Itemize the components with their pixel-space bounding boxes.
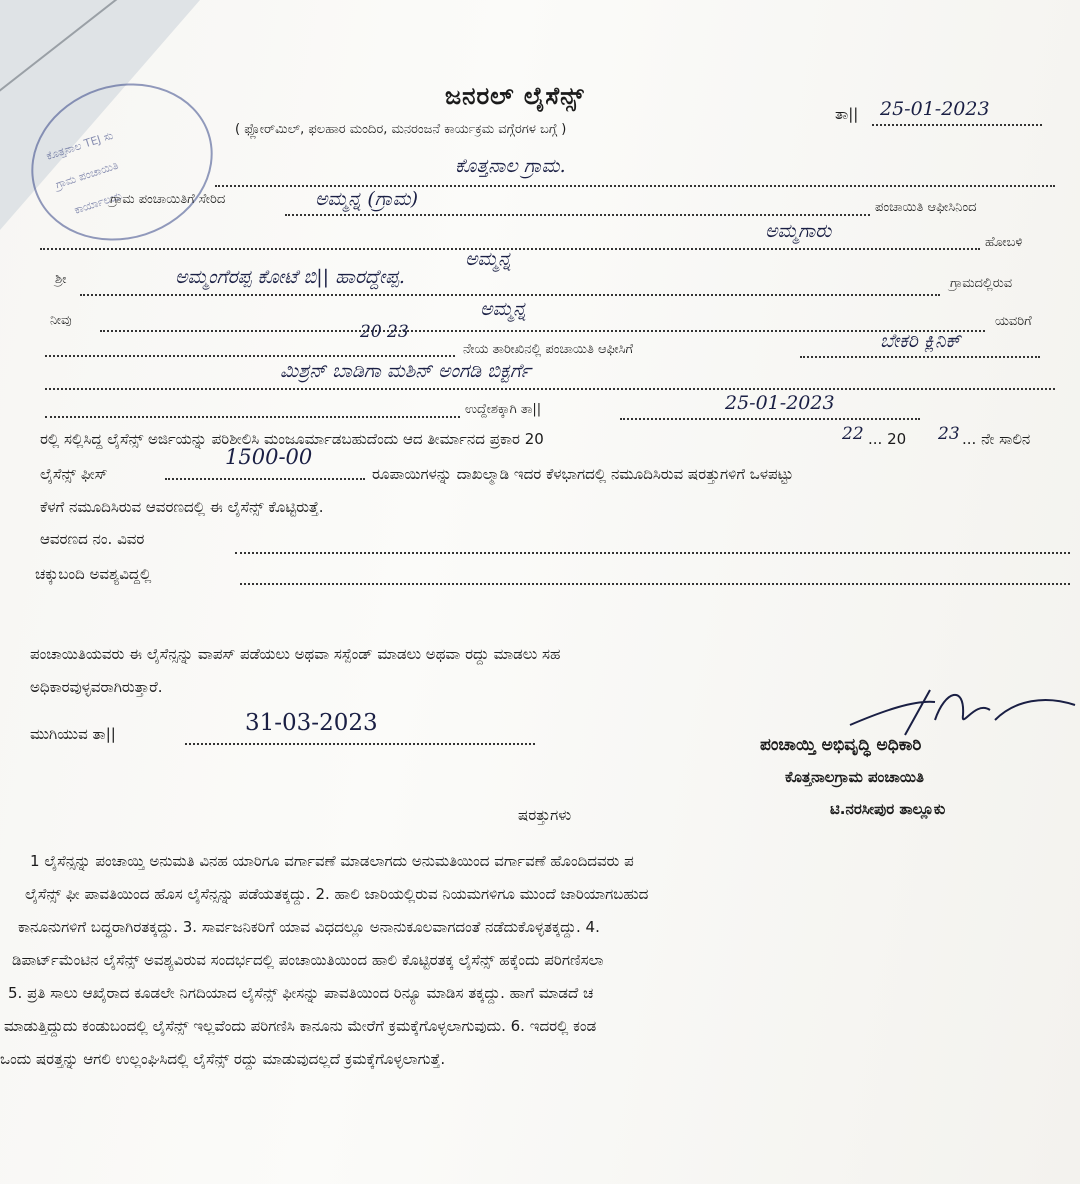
year-to: 23	[938, 424, 960, 444]
seal-text-3: ಕಾರ್ಯಾಲಯ	[72, 189, 124, 217]
district-handwritten: ಅಮ್ಮಗಾರು	[765, 220, 832, 242]
boundary-label: ಚಕ್ಕುಬಂದಿ ಅವಶ್ಯವಿದ್ದಲ್ಲಿ	[35, 565, 152, 583]
seal-text-1: ಕೊತ್ತನಾಲ TEJ ಸು	[44, 128, 115, 163]
shri-label: ಶ್ರೀ	[55, 272, 67, 287]
expiry-date: 31-03-2023	[245, 710, 378, 736]
expiry-label: ಮುಗಿಯುವ ತಾ||	[30, 725, 116, 743]
reference-handwritten: ಬೇಕರಿ ಕ್ಲಿನಿಕ್	[880, 330, 961, 352]
seal-text-2: ಗ್ರಾಮ ಪಂಚಾಯಿತಿ	[53, 158, 120, 192]
date-label: ತಾ||	[835, 105, 859, 123]
conditions-heading: ಷರತ್ತುಗಳು	[518, 806, 572, 824]
condition-line: 1 ಲೈಸೆನ್ಸನ್ನು ಪಂಚಾಯ್ತಿ ಅನುಮತಿ ವಿನಹ ಯಾರಿಗೂ ವರ್ಗಾವಣೆ ಮಾಡಲಾಗದು ಅನುಮತಿಯಿಂದ ವರ್ಗಾವಣೆ ಹೊಂದಿದವರು ಪ	[30, 852, 634, 870]
revoke-text-1: ಪಂಚಾಯಿತಿಯವರು ಈ ಲೈಸೆನ್ಸನ್ನು ವಾಪಸ್ ಪಡೆಯಲು ಅಥವಾ ಸಸ್ಪೆಂಡ್ ಮಾಡಲು ಅಥವಾ ರದ್ದು ಮಾಡಲು ಸಹ	[30, 645, 561, 663]
village-handwritten: ಕೊತ್ತನಾಲ ಗ್ರಾಮ.	[455, 155, 566, 177]
document-subtitle: ( ಫ್ಲೋರ್‌ಮಿಲ್, ಫಲಹಾರ ಮಂದಿರ, ಮನರಂಜನೆ ಕಾರ್ಯಕ್ರಮ ವಗ್ಗೆರಗಳ ಬಗ್ಗೆ )	[235, 122, 567, 137]
applicant-name: ಅಮ್ಮಂಗೆರಪ್ಪ ಕೋಟೆ ಬಿ|| ಹಾರದ್ದೇಪ್ಪ.	[175, 266, 405, 288]
resident-label: ಗ್ರಾಮದಲ್ಲಿರುವ	[950, 276, 1013, 291]
condition-line: ಡಿಪಾರ್ಟ್‌ಮೆಂಟಿನ ಲೈಸೆನ್ಸ್ ಅವಶ್ಯವಿರುವ ಸಂದರ್ಭದಲ್ಲಿ ಪಂಚಾಯಿತಿಯಿಂದ ಹಾಲಿ ಕೊಟ್ಟಿರತಕ್ಕ ಲೈಸೆನ್ಸ್ ಹಕ್ಕೆಂದು ಪರಿಗಣಿಸಲಾ	[12, 951, 604, 969]
hobli-label: ಹೋಬಳಿ	[985, 235, 1023, 250]
year-suffix: ... ನೇ ಸಾಲಿನ	[962, 430, 1031, 448]
place-handwritten: ಅಮ್ಮನ್ನ	[465, 248, 512, 270]
document-title: ಜನರಲ್ ಲೈಸೆನ್ಸ್	[445, 82, 585, 110]
fee-text-2: ಕೆಳಗೆ ನಮೂದಿಸಿರುವ ಆವರಣದಲ್ಲಿ ಈ ಲೈಸೆನ್ಸ್ ಕೊಟ್ಟಿರುತ್ತೆ.	[40, 498, 324, 516]
application-year: 20 23	[360, 322, 409, 342]
from-handwritten: ಅಮ್ಮನ್ನ (ಗ್ರಾಮ)	[315, 188, 419, 210]
submission-text: ರಲ್ಲಿ ಸಲ್ಲಿಸಿದ್ದ ಲೈಸೆನ್ಸ್ ಅರ್ಜಿಯನ್ನು ಪರಿಶೀಲಿಸಿ ಮಂಜೂರ್ಮಾಡಬಹುದೆಂದು ಆದ ತೀರ್ಮಾನದ ಪ್ರಕಾರ 20	[40, 430, 544, 448]
year-from: 22	[842, 424, 864, 444]
condition-line: ಕಾನೂನುಗಳಿಗೆ ಬದ್ಧರಾಗಿರತಕ್ಕದ್ದು. 3. ಸಾರ್ವಜನಿಕರಿಗೆ ಯಾವ ವಿಧದಲ್ಲೂ ಅನಾನುಕೂಲವಾಗದಂತೆ ನಡೆದುಕೊಳ್ಳತಕ್ಕದ್ದು. 4.	[18, 918, 600, 936]
issue-date: 25-01-2023	[880, 98, 990, 120]
premises-label: ಆವರಣದ ನಂ. ವಿವರ	[40, 530, 145, 548]
condition-line: ಒಂದು ಷರತ್ತನ್ನು ಆಗಲಿ ಉಲ್ಲಂಘಿಸಿದಲ್ಲಿ ಲೈಸೆನ್ಸ್ ರದ್ದು ಮಾಡುವುದಲ್ಲದೆ ಕ್ರಮಕ್ಕೆಗೊಳ್ಳಲಾಗುತ್ತೆ.	[0, 1050, 446, 1068]
condition-line: ಲೈಸೆನ್ಸ್ ಫೀ ಪಾವತಿಯಿಂದ ಹೊಸ ಲೈಸೆನ್ಸನ್ನು ಪಡೆಯತಕ್ಕದ್ದು. 2. ಹಾಲಿ ಜಾರಿಯಲ್ಲಿರುವ ನಿಯಮಗಳಿಗೂ ಮುಂದೆ ಜಾರಿಯಾಗಬಹುದ	[25, 885, 649, 903]
fee-amount: 1500-00	[225, 445, 313, 469]
from-label: ಗ್ರಾಮ ಪಂಚಾಯಿತಿಗೆ ಸೇರಿದ	[110, 192, 226, 207]
conditions-text	[0, 845, 1080, 1076]
purpose-date: 25-01-2023	[725, 392, 835, 414]
place-handwritten-2: ಅಮ್ಮನ್ನ	[480, 298, 527, 320]
officer-taluk: ಟಿ.ನರಸೀಪುರ ತಾಲ್ಲೂಕು	[830, 800, 946, 818]
purpose-label: ಉದ್ದೇಶಕ್ಕಾಗಿ ತಾ||	[465, 402, 542, 417]
date-text-label: ನೇಯ ತಾರೀಖಿನಲ್ಲಿ ಪಂಚಾಯಿತಿ ಆಫೀಸಿಗೆ	[463, 342, 634, 357]
neevu-label: ನೀವು	[50, 313, 72, 328]
condition-line: 5. ಪ್ರತಿ ಸಾಲು ಆಖೈರಾದ ಕೂಡಲೇ ನಿಗದಿಯಾದ ಲೈಸೆನ್ಸ್ ಫೀಸನ್ನು ಪಾವತಿಯಿಂದ ರಿನ್ಯೂ ಮಾಡಿಸ ತಕ್ಕದ್ದು. ಹಾಗೆ ಮಾಡದೆ ಚ	[8, 984, 594, 1002]
panchayat-office-label: ಪಂಚಾಯಿತಿ ಆಫೀಸಿನಿಂದ	[875, 200, 977, 215]
officer-title: ಪಂಚಾಯ್ತಿ ಅಭಿವೃದ್ಧಿ ಅಧಿಕಾರಿ	[760, 735, 922, 755]
fee-text: ರೂಪಾಯಿಗಳನ್ನು ದಾಖಲ್ಮಾಡಿ ಇದರ ಕೆಳಭಾಗದಲ್ಲಿ ನಮೂದಿಸಿರುವ ಷರತ್ತುಗಳಿಗೆ ಒಳಪಟ್ಟು	[372, 465, 794, 483]
age-label: ಯವರಿಗೆ	[995, 314, 1032, 329]
condition-line: ಮಾಡುತ್ತಿದ್ದುದು ಕಂಡುಬಂದಲ್ಲಿ ಲೈಸೆನ್ಸ್ ಇಲ್ಲವೆಂದು ಪರಿಗಣಿಸಿ ಕಾನೂನು ಮೇರೆಗೆ ಕ್ರಮಕ್ಕೆಗೊಳ್ಳಲಾಗುವುದು. 6. ಇದರಲ್ಲಿ ಕಂಡ	[4, 1017, 597, 1035]
year-mid: ... 20	[868, 430, 907, 448]
fee-label: ಲೈಸೆನ್ಸ್ ಫೀಸ್	[40, 465, 108, 483]
business-handwritten: ಮಿಶ್ರನ್ ಬಾಡಿಗಾ ಮಶಿನ್ ಅಂಗಡಿ ಬಿಕ್ಟರ್ಗೆ	[280, 360, 531, 382]
revoke-text-2: ಅಧಿಕಾರವುಳ್ಳವರಾಗಿರುತ್ತಾರೆ.	[30, 678, 163, 696]
officer-panchayat: ಕೊತ್ತನಾಲಗ್ರಾಮ ಪಂಚಾಯಿತಿ	[785, 768, 924, 786]
